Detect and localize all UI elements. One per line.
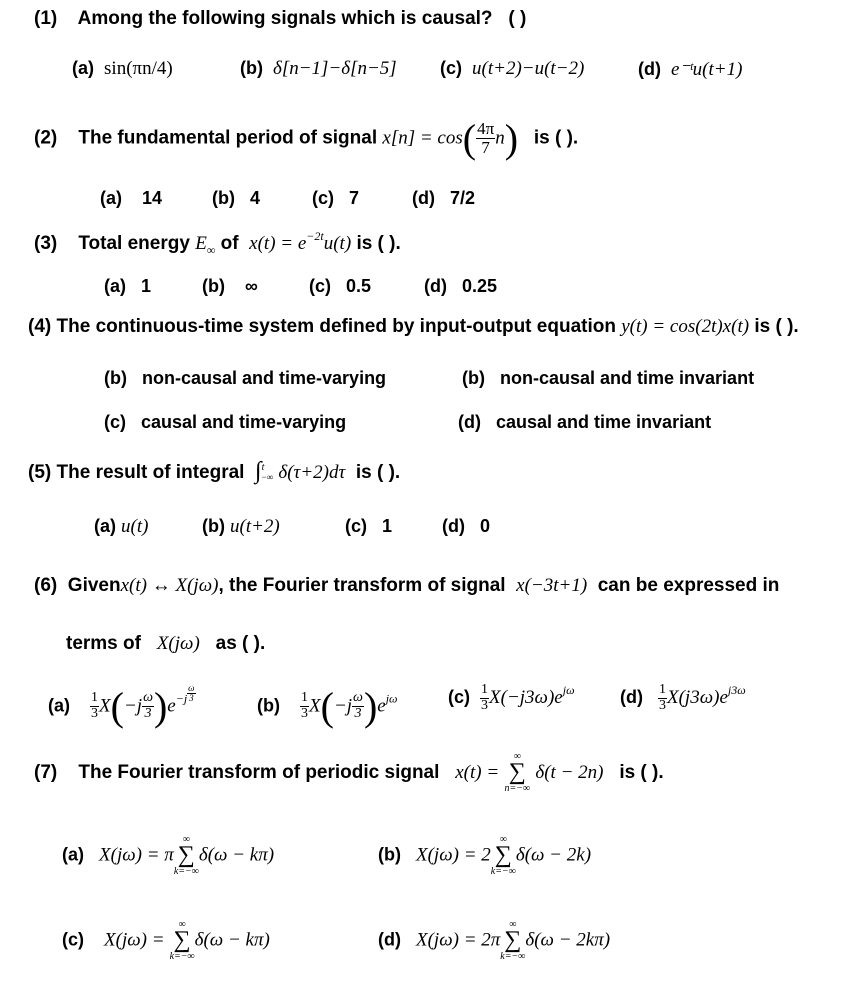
q1-option-a (72, 58, 173, 80)
option-label: (c) (448, 687, 470, 707)
option-rhs: δ(ω − 2k) (515, 844, 592, 866)
q2-option-d (412, 188, 475, 209)
option-math: X(j3ω)e (667, 687, 728, 708)
frac-numerator: ω (188, 682, 195, 693)
option-label: (d) (458, 412, 481, 432)
sum-lower: n=−∞ (504, 782, 531, 794)
exponent: jω (385, 691, 398, 706)
option-label: (b) (202, 516, 225, 536)
q4-option-4 (458, 412, 711, 433)
option-math: e (167, 695, 176, 717)
question-number: (1) (34, 8, 58, 29)
option-value: non-causal and time invariant (500, 368, 755, 388)
sum-upper: ∞ (513, 751, 521, 762)
option-math: u(t+2) (230, 516, 280, 537)
frac-numerator: ω (143, 690, 153, 706)
frac-numerator: 1 (481, 682, 489, 698)
q3-option-a (104, 276, 151, 297)
q4-option-1 (104, 368, 386, 389)
math-lhs: x[n] = cos (382, 127, 463, 149)
math-exponent: −2t (306, 229, 324, 243)
integral-upper: t (261, 462, 265, 474)
fraction (300, 691, 309, 721)
fraction (187, 684, 195, 704)
q5-option-d (442, 516, 490, 537)
q4-option-3 (104, 412, 346, 433)
option-math: sin(πn/4) (104, 58, 173, 79)
integral-lower: −∞ (261, 472, 274, 483)
option-lhs: X(jω) = 2 (416, 844, 491, 866)
q4-option-2 (462, 368, 754, 389)
question-tail: is ( ). (355, 462, 401, 483)
q3-option-c (309, 276, 371, 297)
option-math: −j (123, 695, 143, 717)
option-math: X (309, 695, 321, 717)
option-value: 7 (349, 188, 360, 208)
option-value: 7/2 (450, 188, 476, 208)
question-5 (28, 458, 400, 485)
option-value: ∞ (245, 276, 258, 296)
question-tail: is ( ). (356, 233, 401, 254)
exponent: −j (175, 691, 188, 706)
question-text: Total energy (78, 233, 190, 254)
q5-option-b (202, 516, 280, 538)
option-value: non-causal and time-varying (142, 368, 387, 388)
option-label: (a) (94, 516, 116, 536)
q1-option-d (638, 58, 742, 81)
option-rhs: δ(ω − 2kπ) (525, 929, 611, 951)
option-label: (b) (202, 276, 225, 296)
option-math: e⁻ᵗu(t+1) (671, 59, 743, 80)
energy-symbol: E (195, 233, 207, 254)
option-label: (a) (48, 695, 70, 716)
q3-option-b (202, 276, 258, 297)
math-var: n (495, 127, 505, 149)
option-value: 1 (141, 276, 152, 296)
frac-numerator: 1 (659, 682, 666, 698)
sum-lower: k=−∞ (173, 865, 199, 877)
q7-option-b (378, 835, 591, 877)
question-number: (3) (34, 233, 58, 254)
fraction (658, 683, 667, 713)
frac-denominator: 3 (481, 697, 489, 713)
option-label: (c) (62, 929, 84, 950)
frac-denominator: 3 (354, 706, 362, 721)
option-math: u(t+2)−u(t−2) (472, 58, 585, 79)
sum-upper: ∞ (509, 919, 517, 930)
option-lhs: X(jω) = (104, 929, 165, 951)
option-math: −j (333, 695, 353, 717)
frac-denominator: 7 (481, 138, 490, 157)
fraction (90, 691, 99, 721)
q2-option-a (100, 188, 162, 209)
q1-option-c (440, 58, 584, 80)
math-tail: u(t) (323, 233, 352, 254)
option-math: u(t) (121, 516, 149, 537)
question-number: (2) (34, 127, 58, 149)
option-label: (a) (104, 276, 126, 296)
q5-option-c (345, 516, 392, 537)
option-label: (d) (412, 188, 435, 208)
option-label: (b) (212, 188, 235, 208)
frac-denominator: 3 (659, 697, 666, 713)
option-value: 0.5 (346, 276, 372, 296)
option-label: (b) (378, 844, 401, 865)
option-label: (b) (462, 368, 485, 388)
sum-icon: ∞ ∑ n=−∞ (504, 751, 531, 794)
option-rhs: δ(ω − kπ) (198, 844, 275, 866)
option-lhs: X(jω) = π (99, 844, 174, 866)
q2-option-c (312, 188, 359, 209)
option-label: (c) (104, 412, 126, 432)
q7-option-d (378, 920, 610, 962)
option-label: (a) (72, 58, 94, 78)
sum-upper: ∞ (178, 919, 186, 930)
option-label: (b) (257, 695, 280, 716)
of-text: of (220, 233, 239, 254)
question-2: (2) The fundamental period of signal x[n] = cos( $\frac{4\pi}{7}$ n) is ( ). (34, 116, 579, 161)
frac-numerator: 1 (301, 690, 308, 706)
option-label: (d) (424, 276, 447, 296)
math-lhs: x(t) = (455, 761, 500, 783)
frac-numerator: 4π (477, 119, 495, 139)
question-4 (28, 316, 799, 338)
option-value: 14 (142, 188, 163, 208)
question-tail: as ( ). (215, 633, 266, 654)
question-number: (7) (34, 761, 58, 783)
question-tail: is ( ). (619, 761, 664, 783)
sum-icon: ∞ ∑ k=−∞ (173, 834, 199, 877)
sum-lower: k=−∞ (169, 950, 195, 962)
question-number: (5) (28, 462, 52, 483)
option-label: (d) (378, 929, 401, 950)
question-text: can be expressed in (597, 575, 780, 596)
question-text: The Fourier transform of periodic signal (78, 761, 440, 783)
math-expr: x(t) = e (249, 233, 307, 254)
question-text: The continuous-time system defined by input-output equation (56, 316, 616, 337)
option-math: X (99, 695, 111, 717)
option-rhs: δ(ω − kπ) (194, 929, 270, 951)
sum-icon: ∞ ∑ k=−∞ (500, 919, 526, 962)
option-label: (c) (440, 58, 462, 78)
frac-denominator: 3 (189, 693, 194, 704)
frac-denominator: 3 (91, 706, 99, 721)
q6-option-d (620, 683, 746, 713)
option-value: 1 (382, 516, 393, 536)
energy-subscript: ∞ (206, 243, 216, 257)
question-6-line2 (66, 633, 265, 655)
option-lhs: X(jω) = 2π (416, 929, 501, 951)
q2-option-b (212, 188, 260, 209)
option-label: (d) (442, 516, 465, 536)
question-7 (34, 752, 664, 794)
option-label: (b) (104, 368, 127, 388)
question-text: terms of (66, 633, 141, 654)
math-expr: x(−3t+1) (516, 575, 588, 596)
q1-option-b (240, 58, 397, 80)
option-label: (a) (62, 844, 84, 865)
sum-lower: k=−∞ (490, 865, 516, 877)
q7-option-c (62, 920, 270, 962)
question-tail: is ( ). (754, 316, 799, 337)
sum-icon: ∞ ∑ k=−∞ (490, 834, 516, 877)
option-value: causal and time-varying (141, 412, 347, 432)
option-label: (d) (638, 59, 661, 79)
math-expr: X(jω) (156, 633, 200, 654)
sum-icon: ∞ ∑ k=−∞ (169, 919, 195, 962)
math-expr: y(t) = cos(2t)x(t) (621, 316, 750, 337)
question-text: The result of integral (56, 462, 245, 483)
option-label: (b) (240, 58, 263, 78)
fraction (352, 691, 364, 721)
integral-icon: ∫ (255, 458, 262, 484)
q6-option-c (448, 683, 575, 713)
exponent: j3ω (727, 683, 746, 697)
q3-option-d (424, 276, 497, 297)
math-expr: x(t) ↔ X(jω) (120, 575, 219, 596)
question-text: , the Fourier transform of signal (218, 575, 506, 596)
question-number: (6) (34, 575, 58, 596)
option-math: X(−j3ω)e (489, 687, 563, 708)
math-expr: δ(τ+2)dτ (278, 462, 346, 483)
frac-denominator: 3 (144, 706, 152, 721)
fraction (142, 691, 154, 721)
fraction (476, 120, 495, 157)
option-value: 0 (480, 516, 491, 536)
option-label: (c) (309, 276, 331, 296)
question-3 (34, 229, 401, 258)
q6-option-a: (a) $\frac{1}{3}$ X(−j $\frac{\omega}{3}$ )$e^{-j}$ $\frac{\omega}{3}$ (48, 682, 195, 729)
q5-option-a (94, 516, 148, 538)
question-number: (4) (28, 316, 52, 337)
question-1 (34, 8, 526, 30)
option-value: causal and time invariant (496, 412, 712, 432)
option-value: 4 (250, 188, 261, 208)
question-text: The fundamental period of signal (78, 127, 378, 149)
q7-option-a (62, 835, 274, 877)
sum-lower: k=−∞ (500, 950, 526, 962)
frac-denominator: 3 (301, 706, 308, 721)
option-label: (c) (312, 188, 334, 208)
option-label: (a) (100, 188, 122, 208)
sum-upper: ∞ (499, 834, 507, 845)
question-text: Given (67, 575, 121, 596)
exponent: jω (562, 683, 575, 697)
q6-option-b: (b) $\frac{1}{3}$ X(−j $\frac{\omega}{3}$ )$e^{j\omega}$ (257, 684, 398, 729)
option-math: e (377, 695, 386, 717)
fraction (480, 683, 489, 713)
answer-blank: ( ) (508, 8, 527, 29)
sum-upper: ∞ (182, 834, 190, 845)
math-rhs: δ(t − 2n) (535, 761, 604, 783)
option-label: (d) (620, 687, 643, 707)
option-value: 0.25 (462, 276, 498, 296)
frac-numerator: ω (353, 690, 363, 706)
question-tail: is ( ). (533, 127, 579, 149)
question-6-line1 (34, 575, 779, 597)
frac-numerator: 1 (91, 690, 99, 706)
option-label: (c) (345, 516, 367, 536)
question-text: Among the following signals which is causal? (77, 8, 493, 29)
option-math: δ[n−1]−δ[n−5] (273, 58, 397, 79)
